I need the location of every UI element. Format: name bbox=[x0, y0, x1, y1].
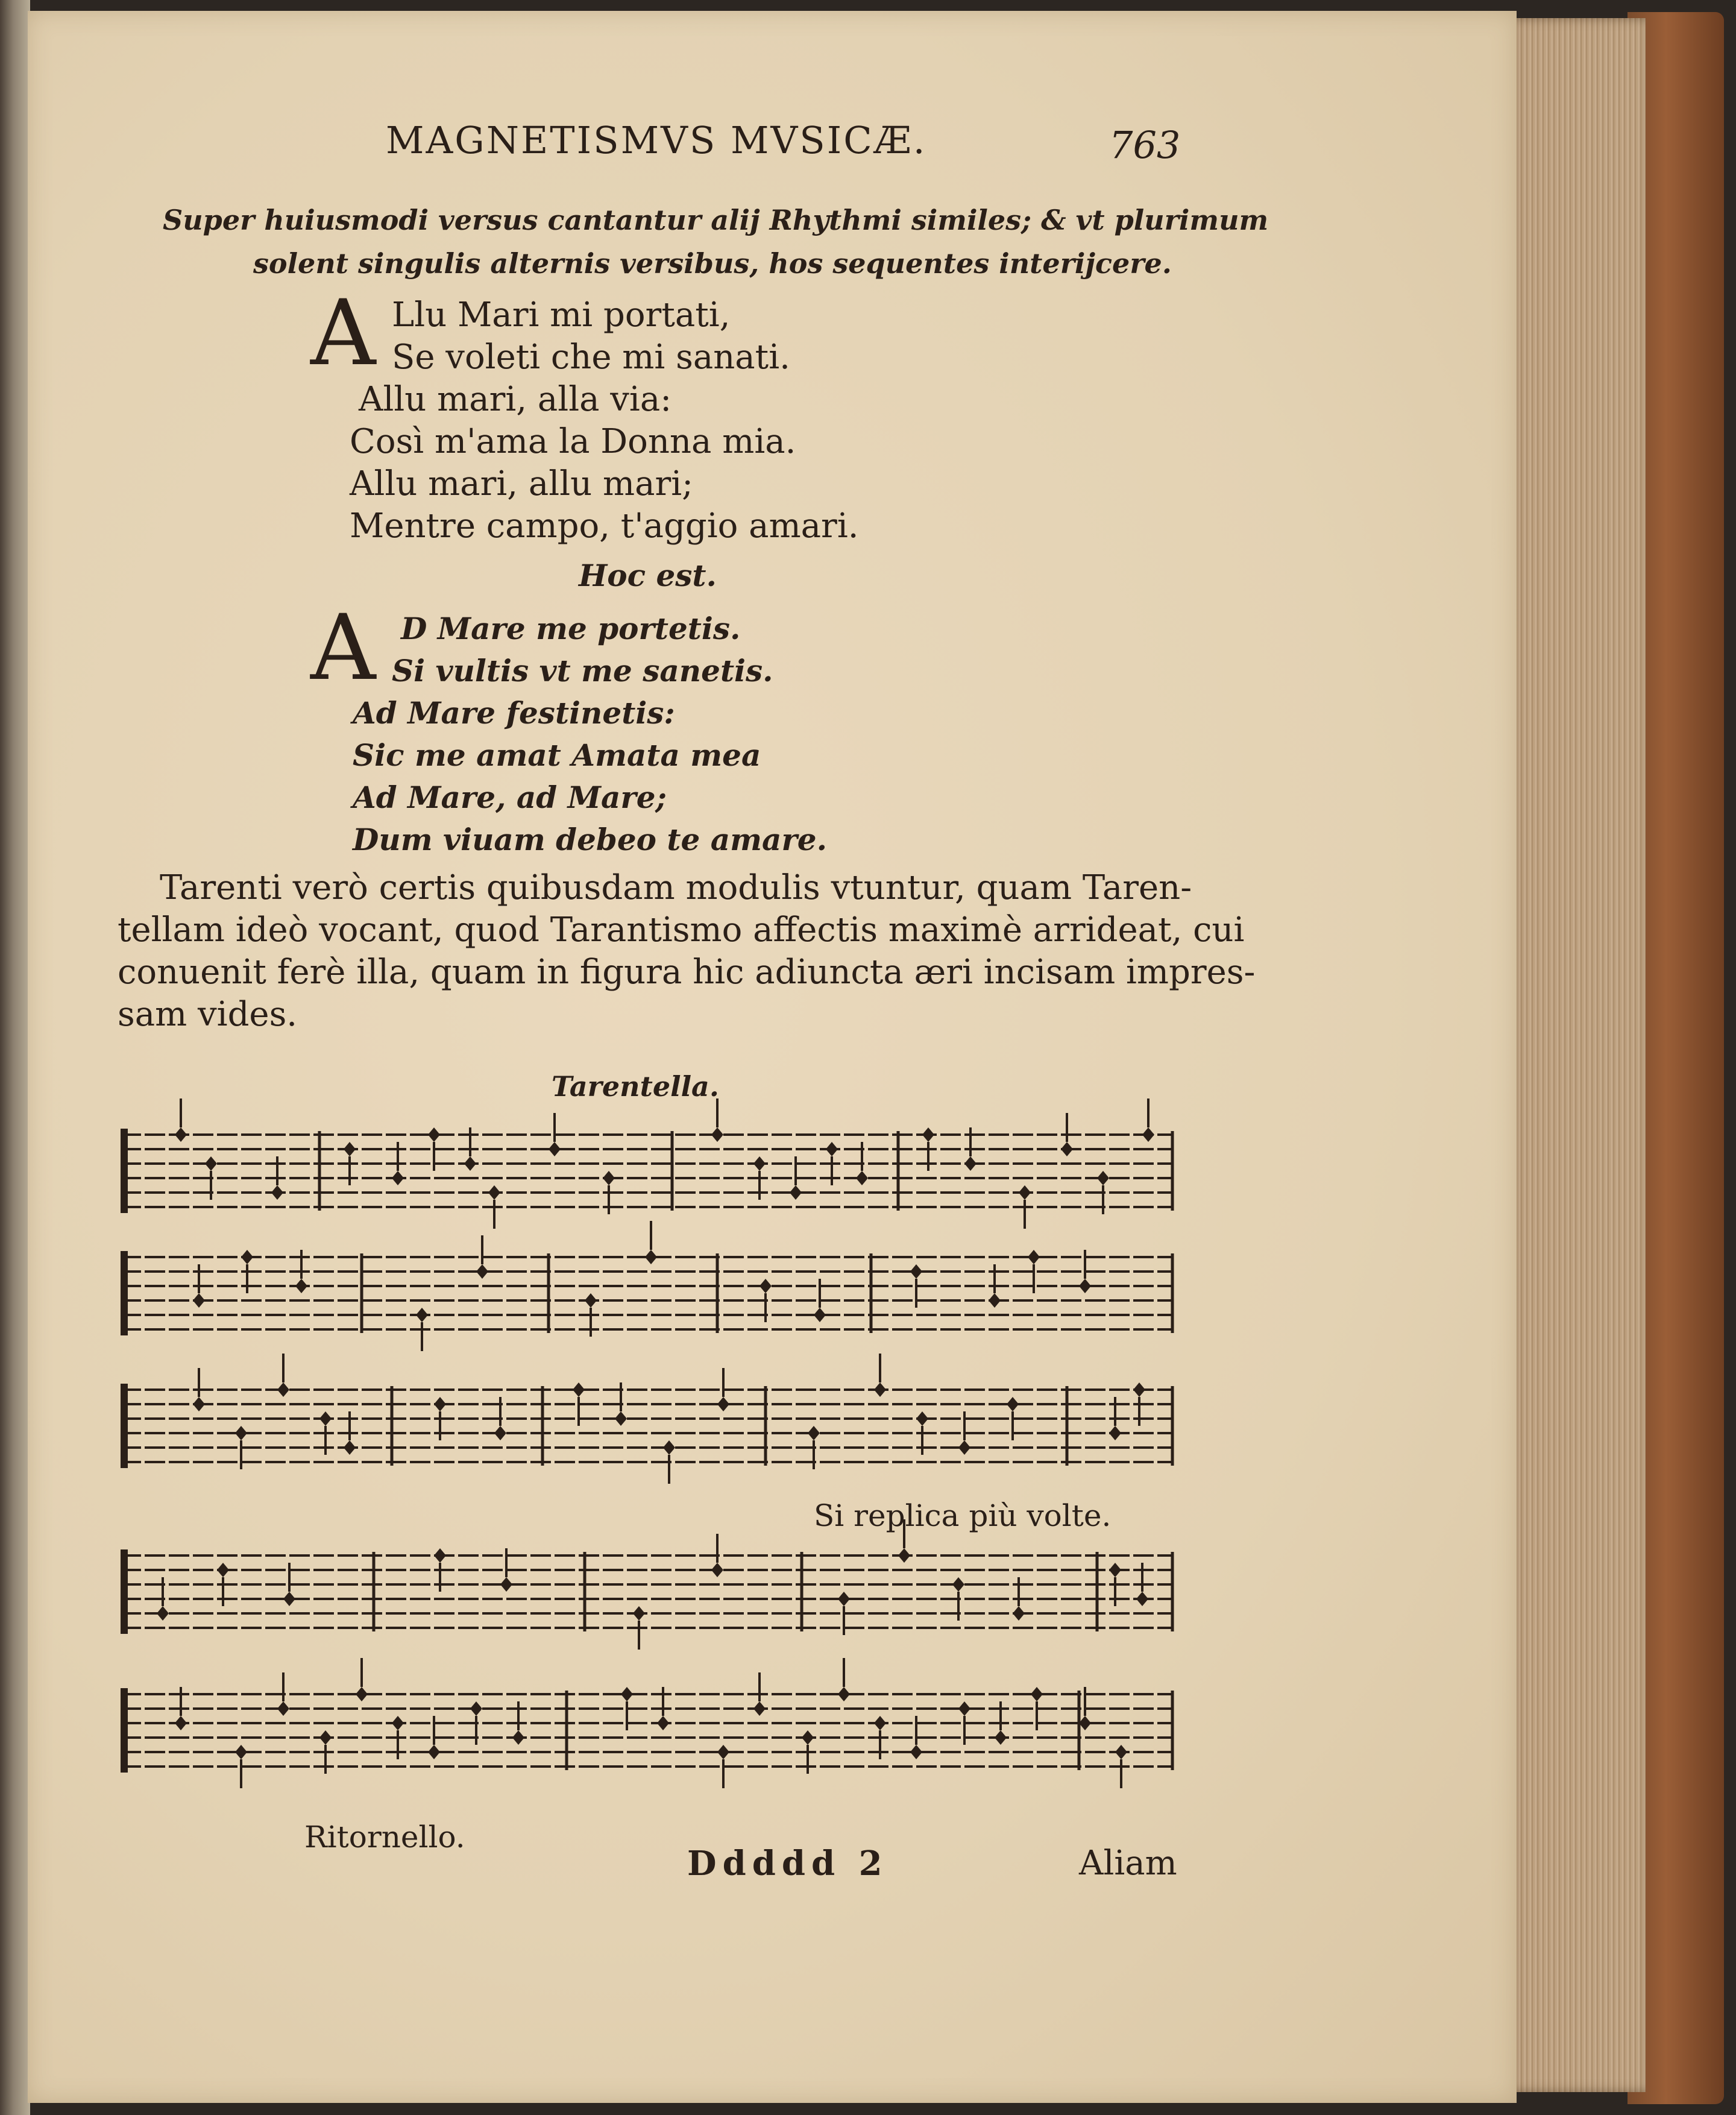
note-head bbox=[193, 1293, 205, 1308]
note-head bbox=[512, 1730, 524, 1745]
note-head bbox=[175, 1716, 187, 1730]
clef-mark bbox=[121, 1549, 128, 1634]
note-head bbox=[1079, 1279, 1091, 1293]
note-head bbox=[898, 1548, 910, 1563]
note-head bbox=[922, 1127, 934, 1142]
note-head bbox=[428, 1127, 440, 1142]
running-header-title: MAGNETISMVS MVSICÆ. bbox=[386, 118, 927, 162]
note-head bbox=[157, 1606, 169, 1621]
paragraph-line-2: tellam ideò vocant, quod Tarantismo affectis maximè arrideat, cui bbox=[118, 910, 1245, 950]
note-head bbox=[470, 1701, 482, 1716]
note-head bbox=[1019, 1185, 1031, 1200]
note-head bbox=[428, 1745, 440, 1759]
clef-mark bbox=[121, 1384, 128, 1468]
note-head bbox=[235, 1745, 247, 1759]
note-head bbox=[549, 1142, 561, 1156]
note-head bbox=[958, 1440, 970, 1455]
note-head bbox=[193, 1397, 205, 1411]
note-head bbox=[573, 1382, 585, 1397]
note-head bbox=[814, 1308, 826, 1322]
dropcap-latin: A bbox=[310, 596, 376, 701]
note-head bbox=[645, 1250, 657, 1264]
note-head bbox=[711, 1563, 723, 1577]
note-head bbox=[1031, 1687, 1043, 1701]
latin-verse-line-3: Ad Mare festinetis: bbox=[353, 695, 675, 731]
note-head bbox=[434, 1397, 446, 1411]
note-head bbox=[856, 1171, 868, 1185]
note-head bbox=[392, 1716, 404, 1730]
note-head bbox=[271, 1185, 283, 1200]
dropcap-italian: A bbox=[310, 281, 376, 386]
repeat-note: Si replica più volte. bbox=[814, 1498, 1112, 1533]
italian-verse-line-3: Allu mari, alla via: bbox=[359, 380, 672, 419]
note-head bbox=[1028, 1250, 1040, 1264]
latin-verse-line-1: D Mare me portetis. bbox=[401, 611, 741, 646]
italian-verse-line-1: Llu Mari mi portati, bbox=[392, 295, 731, 335]
note-head bbox=[657, 1716, 669, 1730]
note-head bbox=[344, 1440, 356, 1455]
page-number: 763 bbox=[1109, 123, 1181, 167]
hoc-est-heading: Hoc est. bbox=[579, 558, 717, 593]
note-head bbox=[434, 1548, 446, 1563]
note-head bbox=[838, 1592, 850, 1606]
score-title: Tarentella. bbox=[552, 1070, 719, 1103]
ritornello-label: Ritornello. bbox=[304, 1820, 465, 1855]
note-head bbox=[663, 1440, 675, 1455]
note-head bbox=[874, 1382, 886, 1397]
note-head bbox=[753, 1156, 766, 1171]
note-head bbox=[603, 1171, 615, 1185]
note-head bbox=[995, 1730, 1007, 1745]
note-head bbox=[874, 1716, 886, 1730]
note-head bbox=[1142, 1127, 1154, 1142]
note-head bbox=[1136, 1592, 1148, 1606]
note-head bbox=[488, 1185, 500, 1200]
note-head bbox=[916, 1411, 928, 1426]
note-head bbox=[476, 1264, 488, 1279]
note-head bbox=[910, 1745, 922, 1759]
note-head bbox=[1097, 1171, 1109, 1185]
catchword: Aliam bbox=[1079, 1844, 1177, 1883]
signature-mark: Ddddd 2 bbox=[687, 1844, 888, 1883]
clef-mark bbox=[121, 1129, 128, 1213]
note-head bbox=[205, 1156, 217, 1171]
note-head bbox=[633, 1606, 645, 1621]
paragraph-line-4: sam vides. bbox=[118, 995, 298, 1034]
latin-verse-line-4: Sic me amat Amata mea bbox=[353, 737, 761, 773]
note-head bbox=[760, 1279, 772, 1293]
note-head bbox=[711, 1127, 723, 1142]
clef-mark bbox=[121, 1251, 128, 1335]
note-head bbox=[802, 1730, 814, 1745]
intro-line-2: solent singulis alternis versibus, hos sequentes interijcere. bbox=[253, 247, 1172, 280]
note-head bbox=[344, 1142, 356, 1156]
note-head bbox=[826, 1142, 838, 1156]
note-head bbox=[615, 1411, 627, 1426]
note-head bbox=[392, 1171, 404, 1185]
note-head bbox=[952, 1577, 964, 1592]
latin-verse-line-2: Si vultis vt me sanetis. bbox=[392, 653, 773, 689]
italian-verse-line-6: Mentre campo, t'aggio amari. bbox=[350, 506, 859, 546]
note-head bbox=[1061, 1142, 1073, 1156]
note-head bbox=[717, 1745, 729, 1759]
note-head bbox=[1109, 1563, 1121, 1577]
paragraph-line-1: Tarenti verò certis quibusdam modulis vtuntur, quam Taren- bbox=[160, 868, 1192, 907]
note-head bbox=[295, 1279, 307, 1293]
note-head bbox=[964, 1156, 976, 1171]
note-head bbox=[989, 1293, 1001, 1308]
note-head bbox=[753, 1701, 766, 1716]
note-head bbox=[500, 1577, 512, 1592]
note-head bbox=[277, 1382, 289, 1397]
note-head bbox=[283, 1592, 295, 1606]
note-head bbox=[790, 1185, 802, 1200]
note-head bbox=[1079, 1716, 1091, 1730]
intro-line-1: Super huiusmodi versus cantantur alij Rhythmi similes; & vt plurimum bbox=[163, 204, 1269, 236]
note-head bbox=[241, 1250, 253, 1264]
note-head bbox=[217, 1563, 229, 1577]
note-head bbox=[1007, 1397, 1019, 1411]
note-head bbox=[235, 1426, 247, 1440]
note-head bbox=[494, 1426, 506, 1440]
note-head bbox=[717, 1397, 729, 1411]
note-head bbox=[319, 1730, 332, 1745]
note-head bbox=[1109, 1426, 1121, 1440]
note-head bbox=[1115, 1745, 1127, 1759]
note-head bbox=[277, 1701, 289, 1716]
note-head bbox=[1133, 1382, 1145, 1397]
latin-verse-line-5: Ad Mare, ad Mare; bbox=[353, 780, 667, 815]
note-head bbox=[808, 1426, 820, 1440]
latin-verse-line-6: Dum viuam debeo te amare. bbox=[353, 822, 828, 857]
note-head bbox=[356, 1687, 368, 1701]
note-head bbox=[464, 1156, 476, 1171]
italian-verse-line-2: Se voleti che mi sanati. bbox=[392, 338, 790, 377]
italian-verse-line-5: Allu mari, allu mari; bbox=[350, 464, 694, 503]
note-head bbox=[319, 1411, 332, 1426]
italian-verse-line-4: Così m'ama la Donna mia. bbox=[350, 422, 796, 461]
paragraph-line-3: conuenit ferè illa, quam in figura hic adiuncta æri incisam impres- bbox=[118, 953, 1256, 992]
note-head bbox=[1013, 1606, 1025, 1621]
note-head bbox=[910, 1264, 922, 1279]
note-head bbox=[621, 1687, 633, 1701]
note-head bbox=[585, 1293, 597, 1308]
clef-mark bbox=[121, 1688, 128, 1773]
note-head bbox=[958, 1701, 970, 1716]
note-head bbox=[416, 1308, 428, 1322]
note-head bbox=[838, 1687, 850, 1701]
note-head bbox=[175, 1127, 187, 1142]
